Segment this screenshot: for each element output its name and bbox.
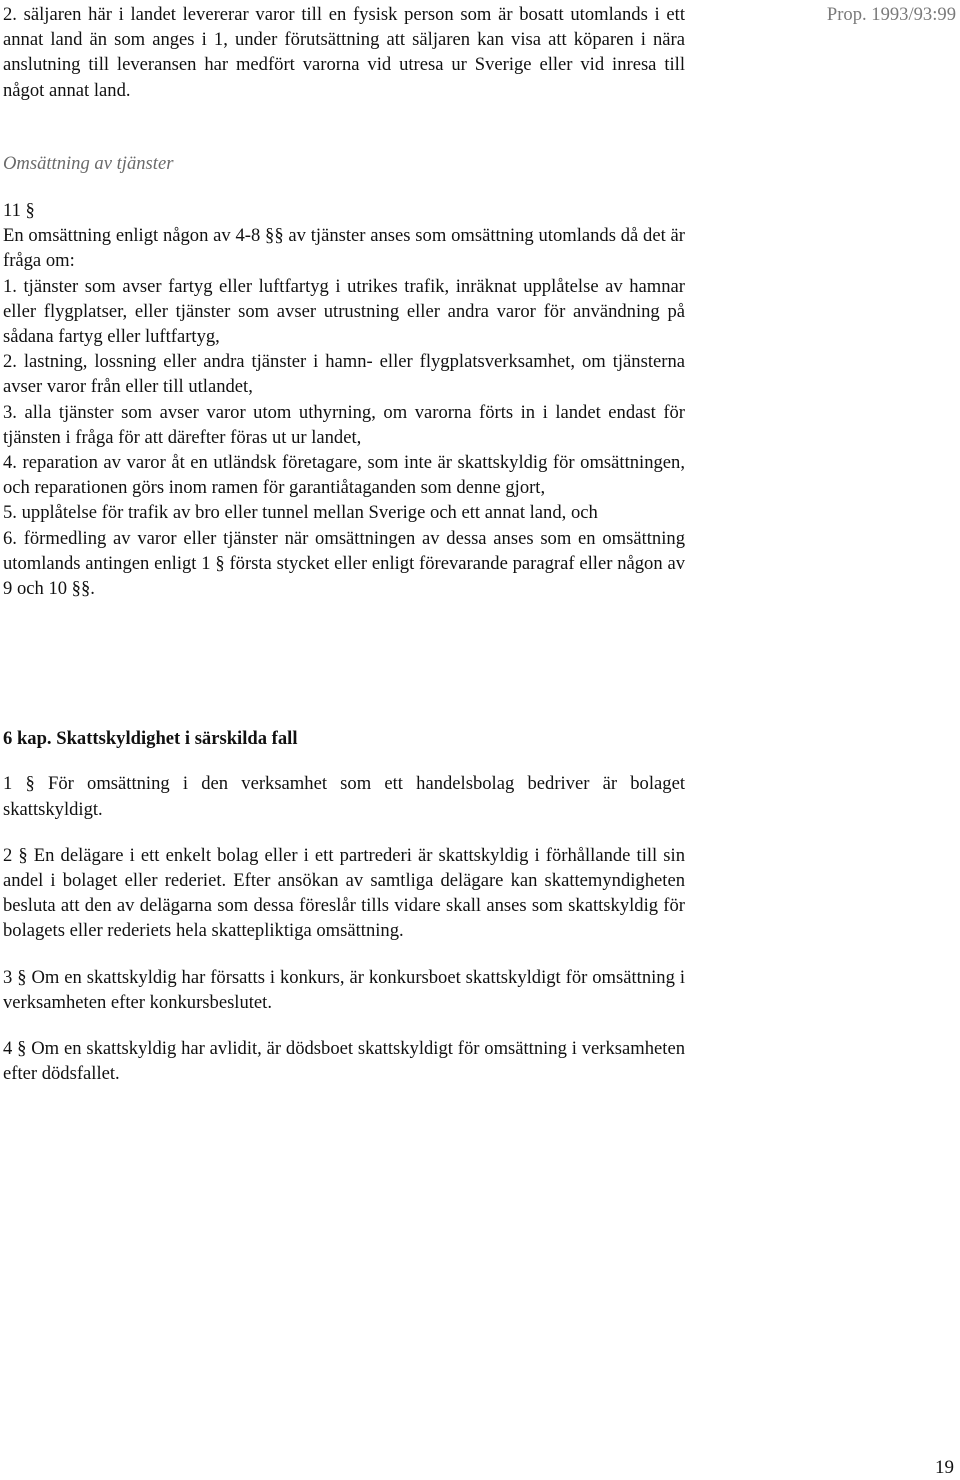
chapter-title: Skattskyldighet i särskilda fall (56, 728, 298, 750)
list-item-3: 3. alla tjänster som avser varor utom uthyrning, om varorna förts in i landet endast för tjänsten i fråga för att därefter föras ut ur landet, (3, 401, 685, 448)
section-heading: Omsättning av tjänster (3, 152, 174, 174)
list-item-4: 4. reparation av varor åt en utländsk företagare, som inte är skattskyldig för omsättningen, och reparationen görs inom ramen för garantiåtaganden som denne gjort, (3, 452, 685, 499)
list-item-1: 1. tjänster som avser fartyg eller luftfartyg i utrikes trafik, inräknat upplåtelse av hamnar eller flygplatser, eller tjänster som avser utrustning eller andra varor för användning på sådana fartyg eller luftfartyg, (3, 275, 685, 348)
chapter-paragraph-3: 3 § Om en skattskyldig har försatts i konkurs, är konkursboet skattskyldigt för omsättning i verksamheten efter konkursbeslutet. (3, 966, 685, 1013)
chapter-paragraph-1: 1 § För omsättning i den verksamhet som ett handelsbolag bedriver är bolaget skattskyldigt. (3, 773, 685, 820)
list-item-5: 5. upplåtelse för trafik av bro eller tunnel mellan Sverige och ett annat land, och (3, 502, 598, 524)
continued-list-item: 2. säljaren här i landet levererar varor till en fysisk person som är bosatt utomlands i ett annat land än som anges i 1, under förutsättning att säljaren kan visa att köparen i nära anslutning till leveransen har medfört varorna vid utresa ur Sverige eller vid inresa till något annat land. (3, 4, 685, 101)
list-item-2: 2. lastning, lossning eller andra tjänster i hamn- eller flygplatsverksamhet, om tjänsterna avser varor från eller till utlandet, (3, 351, 685, 398)
chapter-heading (3, 726, 685, 751)
chapter-paragraph-2: 2 § En delägare i ett enkelt bolag eller i ett partrederi är skattskyldig i förhållande till sin andel i bolaget eller rederiet. Efter ansökan av samtliga delägare kan skattemyndigheten besluta att den av delägarna som dessa föreslår tills vidare skall anses som skattskyldig för bolagets eller rederiets hela skattepliktiga omsättning. (3, 844, 685, 942)
page-number: 19 (935, 1456, 954, 1478)
chapter-number: 6 kap. (3, 728, 52, 750)
section-number: 11 § (3, 200, 35, 222)
section-intro: En omsättning enligt någon av 4-8 §§ av tjänster anses som omsättning utomlands då det är fråga om: (3, 225, 685, 272)
chapter-paragraph-4: 4 § Om en skattskyldig har avlidit, är dödsboet skattskyldigt för omsättning i verksamheten efter dödsfallet. (3, 1038, 685, 1085)
list-item-6: 6. förmedling av varor eller tjänster när omsättningen av dessa anses som en omsättning utomlands antingen enligt 1 § första stycket eller enligt förevarande paragraf eller någon av 9 och 10 §§. (3, 527, 685, 600)
page-header-reference: Prop. 1993/93:99 (826, 4, 956, 25)
document-body (3, 2, 685, 1108)
